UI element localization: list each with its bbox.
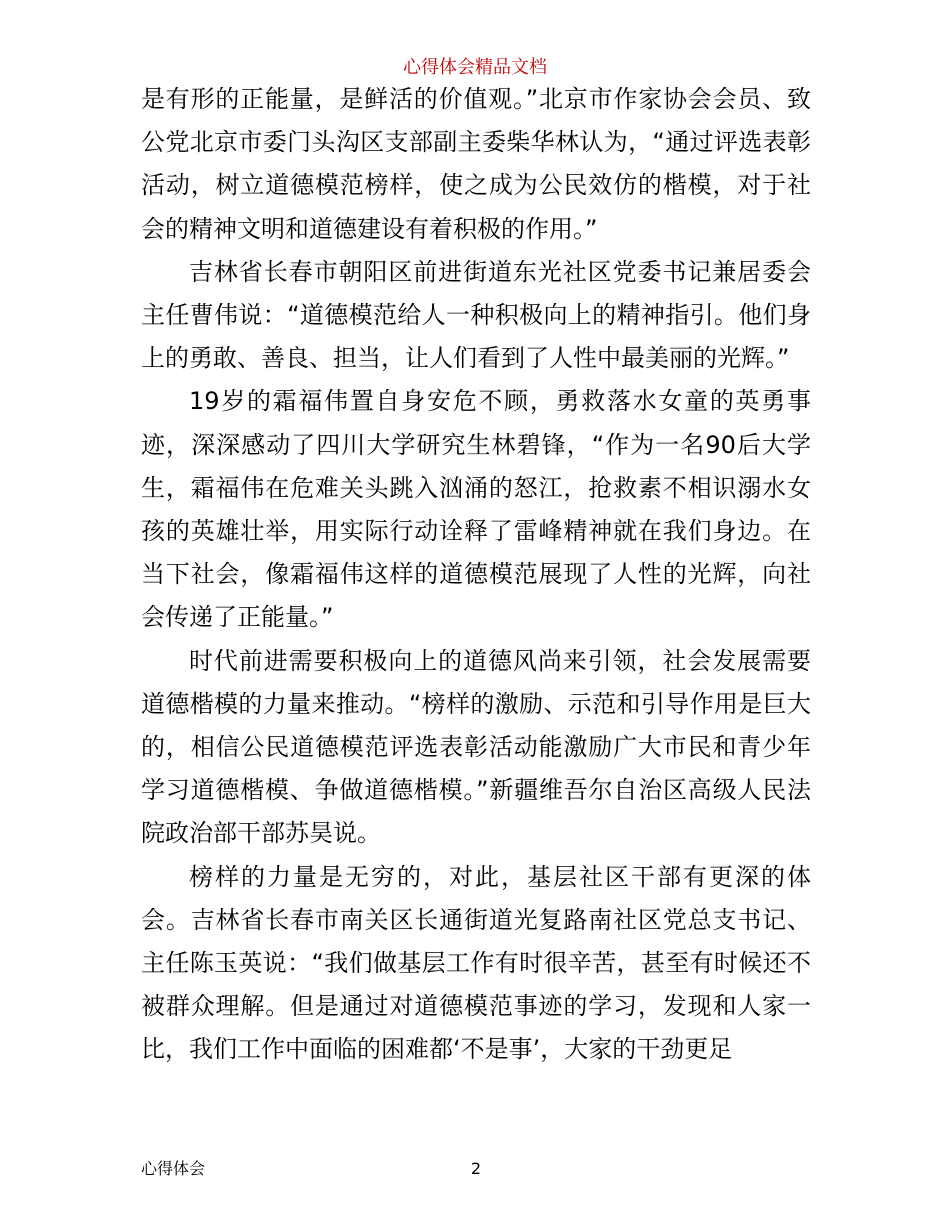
paragraph: 吉林省长春市朝阳区前进街道东光社区党委书记兼居委会主任曹伟说：“道德模范给人一种积极向上的精神指引。他们身上的勇敢、善良、担当，让人们看到了人性中最美丽的光辉。” (141, 257, 811, 373)
paragraph: 19岁的霜福伟置自身安危不顾，勇救落水女童的英勇事迹，深深感动了四川大学研究生林碧锋，“作为一名90后大学生，霜福伟在危难关头跳入汹涌的怒江，抢救素不相识溺水女孩的英雄壮举，用实际行动诠释了雷峰精神就在我们身边。在当下社会，像霜福伟这样的道德模范展现了人性的光辉，向社会传递了正能量。” (141, 387, 811, 632)
paragraph-continuation: 是有形的正能量，是鲜活的价值观。”北京市作家协会会员、致公党北京市委门头沟区支部副主委柴华林认为，“通过评选表彰活动，树立道德模范榜样，使之成为公民效仿的楷模，对于社会的精神文明和道德建设有着积极的作用。” (141, 85, 811, 243)
document-body (141, 78, 811, 1072)
paragraph: 榜样的力量是无穷的，对此，基层社区干部有更深的体会。吉林省长春市南关区长通街道光复路南社区党总支书记、主任陈玉英说：“我们做基层工作有时很辛苦，甚至有时候还不被群众理解。但是通过对道德模范事迹的学习，发现和人家一比，我们工作中面临的困难都‘不是事’，大家的干劲更足 (141, 862, 811, 1064)
paragraph: 时代前进需要积极向上的道德风尚来引领，社会发展需要道德楷模的力量来推动。“榜样的激励、示范和引导作用是巨大的，相信公民道德模范评选表彰活动能激励广大市民和青少年学习道德楷模、争做道德楷模。”新疆维吾尔自治区高级人民法院政治部干部苏昊说。 (141, 646, 811, 848)
page-footer (141, 1158, 811, 1180)
page-header (0, 56, 950, 80)
footer-label: 心得体会 (141, 1159, 206, 1178)
header-title: 心得体会精品文档 (403, 57, 547, 78)
page-number: 2 (470, 1159, 482, 1178)
